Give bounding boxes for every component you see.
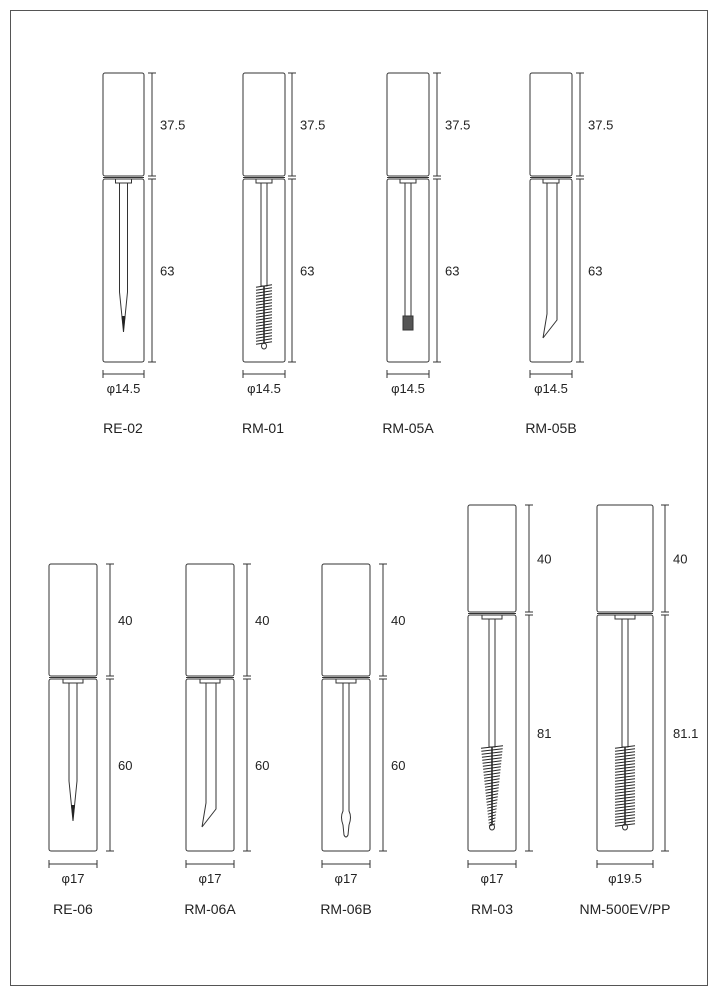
- product-re-02: [103, 73, 185, 436]
- body-dim-label: 60: [391, 758, 406, 773]
- product-nm-500ev-pp: [579, 505, 698, 917]
- body-dim-label: 63: [588, 263, 603, 279]
- product-name: RM-06B: [320, 901, 372, 917]
- product-rm-05a: [382, 73, 470, 436]
- cap: [597, 505, 653, 612]
- flat-brush-head: [403, 316, 413, 330]
- cap: [103, 73, 144, 176]
- diameter-label: φ14.5: [391, 381, 425, 396]
- collar: [400, 179, 416, 183]
- collar: [543, 179, 559, 183]
- body-dim-label: 63: [300, 263, 315, 279]
- product-name: NM-500EV/PP: [579, 901, 671, 917]
- collar: [615, 615, 635, 619]
- diameter-label: φ17: [198, 871, 222, 886]
- body-dim-label: 63: [160, 263, 175, 279]
- bottle-body: [49, 679, 97, 851]
- cap: [530, 73, 572, 176]
- collar: [482, 615, 502, 619]
- product-rm-06b: [320, 564, 405, 917]
- body-dim-label: 81.1: [673, 726, 699, 741]
- cap: [322, 564, 370, 676]
- product-name: RE-02: [103, 420, 143, 436]
- diameter-label: φ17: [480, 871, 504, 886]
- bottle-body: [530, 179, 572, 362]
- cap: [468, 505, 516, 612]
- cap-dim-label: 37.5: [445, 117, 471, 133]
- collar: [200, 679, 220, 683]
- cap: [49, 564, 97, 676]
- cap: [243, 73, 285, 176]
- product-rm-01: [242, 73, 325, 436]
- collar: [63, 679, 83, 683]
- product-re-06: [49, 564, 132, 917]
- product-name: RM-01: [241, 420, 285, 436]
- bottle-body: [322, 679, 370, 851]
- product-name: RM-05A: [382, 420, 434, 436]
- bottle-body: [186, 679, 234, 851]
- diameter-label: φ17: [61, 871, 85, 886]
- cap-dim-label: 40: [673, 551, 688, 567]
- product-name: RM-06A: [184, 901, 236, 917]
- product-name: RE-06: [53, 901, 93, 917]
- diameter-label: φ14.5: [106, 381, 141, 396]
- cap-dim-label: 37.5: [588, 117, 614, 133]
- body-dim-label: 63: [445, 263, 460, 279]
- cap-dim-label: 40: [118, 613, 133, 628]
- bottle-body: [103, 179, 144, 362]
- body-dim-label: 60: [255, 758, 270, 773]
- diameter-label: φ14.5: [534, 381, 568, 396]
- product-name: RM-03: [470, 901, 514, 917]
- cap-dim-label: 40: [255, 613, 270, 628]
- bottle-body: [387, 179, 429, 362]
- collar: [336, 679, 356, 683]
- body-dim-label: 60: [118, 758, 133, 773]
- product-rm-03: [468, 505, 551, 917]
- cap-dim-label: 37.5: [160, 117, 186, 133]
- product-name: RM-05B: [525, 420, 577, 436]
- diameter-label: φ17: [334, 871, 358, 886]
- product-rm-06a: [184, 564, 269, 917]
- collar: [256, 179, 272, 183]
- diameter-label: φ19.5: [608, 871, 642, 886]
- body-dim-label: 81: [537, 726, 552, 741]
- diameter-label: φ14.5: [247, 381, 281, 396]
- cap-dim-label: 37.5: [300, 117, 326, 133]
- product-rm-05b: [525, 73, 613, 436]
- collar: [116, 179, 132, 183]
- cap-dim-label: 40: [391, 613, 406, 628]
- cap: [186, 564, 234, 676]
- cap-dim-label: 40: [537, 551, 552, 567]
- cap: [387, 73, 429, 176]
